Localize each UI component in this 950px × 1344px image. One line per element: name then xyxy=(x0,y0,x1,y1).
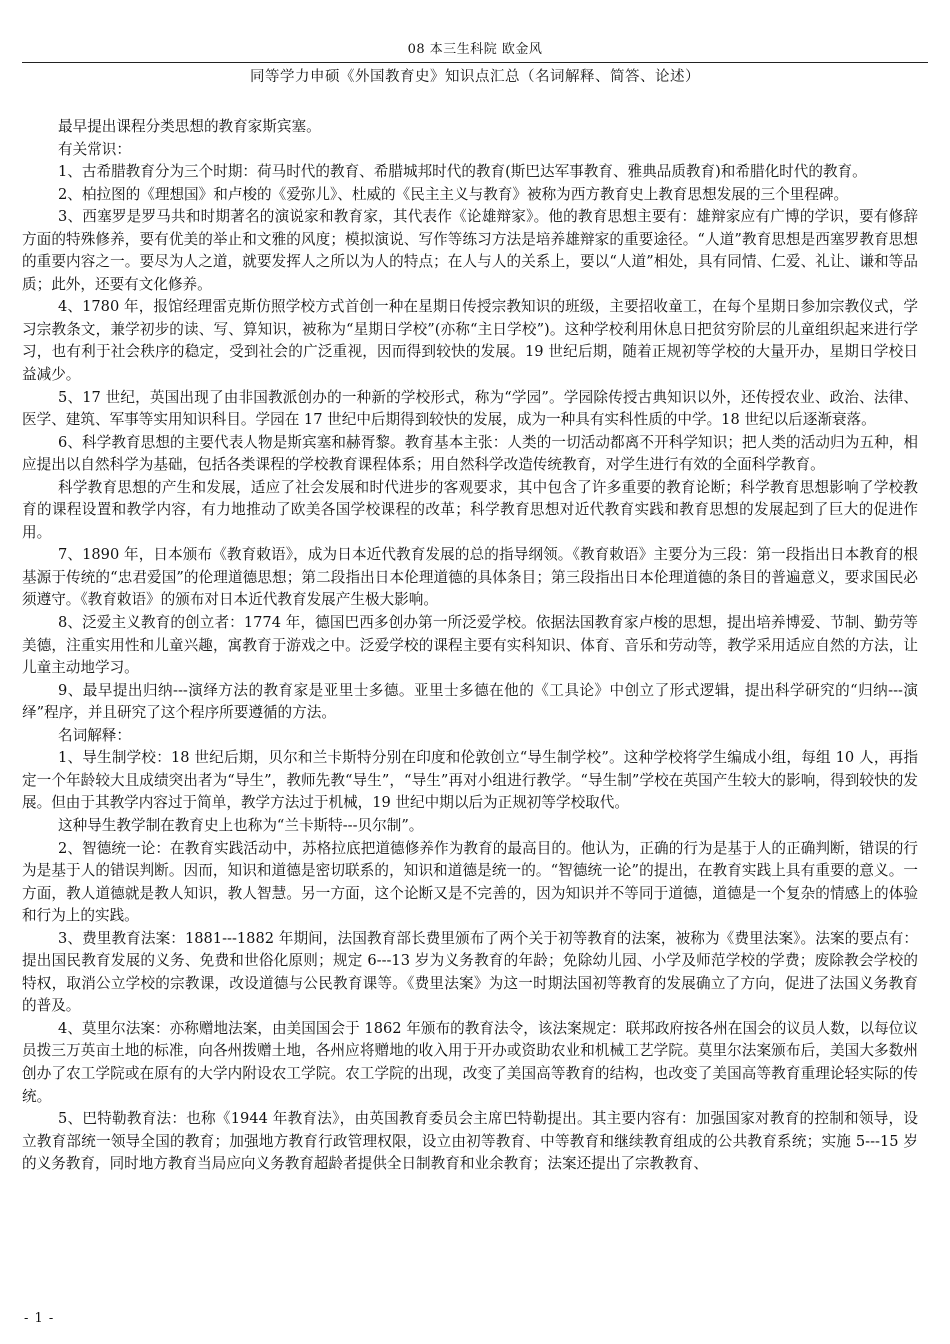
page-header: 08 本三生科院 欧金风 xyxy=(407,42,543,57)
header-divider xyxy=(22,62,928,63)
paragraph: 科学教育思想的产生和发展，适应了社会发展和时代进步的客观要求，其中包含了许多重要的教育论断；科学教育思想影响了学校教育的课程设置和教学内容，有力地推动了欧美各国学校课程的改革；科学教育思想对近代教育实践和教育思想的发展起到了巨大的促进作用。 xyxy=(22,478,918,541)
paragraph: 有关常识： xyxy=(58,140,131,158)
paragraph: 2、智德统一论：在教育实践活动中，苏格拉底把道德修养作为教育的最高目的。他认为，正确的行为是基于人的正确判断，错误的行为是基于人的错误判断。因而，知识和道德是密切联系的，知识和道德是统一的。“智德统一论”的提出，在教育实践上具有重要的意义。一方面，教人道德就是教人知识，教人智慧。另一方面，这个论断又是不完善的，因为知识并不等同于道德，道德是一个复杂的情感上的体验和行为上的实践。 xyxy=(22,839,918,925)
paragraph: 6、科学教育思想的主要代表人物是斯宾塞和赫胥黎。教育基本主张：人类的一切活动都离不开科学知识；把人类的活动归为五种，相应提出以自然科学为基础，包括各类课程的学校教育课程体系；用自然科学改造传统教育，对学生进行有效的全面科学教育。 xyxy=(22,433,918,474)
paragraph: 4、1780 年，报馆经理雷克斯仿照学校方式首创一种在星期日传授宗教知识的班级，主要招收童工，在每个星期日参加宗教仪式，学习宗教条文，兼学初步的读、写、算知识，被称为“星期日学校”(亦称“主日学校”)。这种学校利用休息日把贫穷阶层的儿童组织起来进行学习，也有利于社会秩序的稳定，受到社会的广泛重视，因而得到较快的发展。19 世纪后期，随着正规初等学校的大量开办，星期日学校日益减少。 xyxy=(22,298,918,384)
page-number: - 1 - xyxy=(24,1311,55,1326)
paragraph: 9、最早提出归纳---演绎方法的教育家是亚里士多德。亚里士多德在他的《工具论》中创立了形式逻辑，提出科学研究的“归纳---演绎”程序，并且研究了这个程序所要遵循的方法。 xyxy=(22,681,918,722)
section-heading: 名词解释： xyxy=(58,726,131,744)
document-title: 同等学力申硕《外国教育史》知识点汇总（名词解释、简答、论述） xyxy=(250,69,700,85)
paragraph: 3、西塞罗是罗马共和时期著名的演说家和教育家，其代表作《论雄辩家》。他的教育思想主要有：雄辩家应有广博的学识，要有修辞方面的特殊修养，要有优美的举止和文雅的风度；模拟演说、写作等练习方法是培养雄辩家的重要途径。“人道”教育思想是西塞罗教育思想的重要内容之一。要尽为人之道，就要发挥人之所以为人的特点；在人与人的关系上，要以“人道”相处，具有同情、仁爱、礼让、谦和等品质；此外，还要有文化修养。 xyxy=(22,208,918,293)
paragraph: 1、古希腊教育分为三个时期：荷马时代的教育、希腊城邦时代的教育(斯巴达军事教育、雅典品质教育)和希腊化时代的教育。 xyxy=(58,163,867,181)
document-body xyxy=(22,116,918,1176)
paragraph: 3、费里教育法案：1881---1882 年期间，法国教育部长费里颁布了两个关于初等教育的法案，被称为《费里法案》。法案的要点有：提出国民教育发展的义务、免费和世俗化原则；规定 6---13 岁为义务教育的年龄；免除幼儿园、小学及师范学校的学费；废除教会学校的特权，取消公立学校的宗教课，改设道德与公民教育课等。《费里法案》为这一时期法国初等教育的发展确立了方向，促进了法国义务教育的普及。 xyxy=(22,929,918,1015)
paragraph: 5、巴特勒教育法：也称《1944 年教育法》，由英国教育委员会主席巴特勒提出。其主要内容有：加强国家对教育的控制和领导，设立教育部统一领导全国的教育；加强地方教育行政管理权限，设立由初等教育、中等教育和继续教育组成的公共教育系统；实施 5---15 岁的义务教育，同时地方教育当局应向义务教育超龄者提供全日制教育和业余教育；法案还提出了宗教教育、 xyxy=(22,1110,918,1173)
paragraph: 5、17 世纪，英国出现了由非国教派创办的一种新的学校形式，称为“学园”。学园除传授古典知识以外，还传授农业、政治、法律、医学、建筑、军事等实用知识科目。学园在 17 世纪中后期得到较快的发展，成为一种具有实科性质的中学。18 世纪以后逐渐衰落。 xyxy=(22,388,918,429)
paragraph: 1、导生制学校：18 世纪后期，贝尔和兰卡斯特分别在印度和伦敦创立“导生制学校”。这种学校将学生编成小组，每组 10 人，再指定一个年龄较大且成绩突出者为“导生”，教师先教“导生”，“导生”再对小组进行教学。“导生制”学校在英国产生较大的影响，得到较快的发展。但由于其教学内容过于简单，教学方法过于机械，19 世纪中期以后为正规初等学校取代。 xyxy=(22,749,918,812)
paragraph: 最早提出课程分类思想的教育家斯宾塞。 xyxy=(58,118,321,135)
paragraph: 2、柏拉图的《理想国》和卢梭的《爱弥儿》、杜威的《民主主义与教育》被称为西方教育史上教育思想发展的三个里程碑。 xyxy=(58,185,849,203)
paragraph: 8、泛爱主义教育的创立者：1774 年，德国巴西多创办第一所泛爱学校。依据法国教育家卢梭的思想，提出培养博爱、节制、勤劳等美德，注重实用性和儿童兴趣，寓教育于游戏之中。泛爱学校的课程主要有实科知识、体育、音乐和劳动等，教学采用适应自然的方法，让儿童主动地学习。 xyxy=(22,614,918,677)
paragraph: 7、1890 年，日本颁布《教育敕语》，成为日本近代教育发展的总的指导纲领。《教育敕语》主要分为三段：第一段指出日本教育的根基源于传统的“忠君爱国”的伦理道德思想；第二段指出日本伦理道德的具体条目；第三段指出日本伦理道德的条目的普遍意义，要求国民必须遵守。《教育敕语》的颁布对日本近代教育发展产生极大影响。 xyxy=(22,546,918,609)
paragraph: 4、莫里尔法案：亦称赠地法案，由美国国会于 1862 年颁布的教育法令，该法案规定：联邦政府按各州在国会的议员人数，以每位议员拨三万英亩土地的标准，向各州拨赠土地，各州应将赠地的收入用于开办或资助农业和机械工艺学院。莫里尔法案颁布后，美国大多数州创办了农工学院或在原有的大学内附设农工学院。农工学院的出现，改变了美国高等教育的结构，也改变了美国高等教育重理论轻实际的传统。 xyxy=(22,1019,918,1105)
paragraph: 这种导生教学制在教育史上也称为“兰卡斯特---贝尔制”。 xyxy=(58,816,424,834)
